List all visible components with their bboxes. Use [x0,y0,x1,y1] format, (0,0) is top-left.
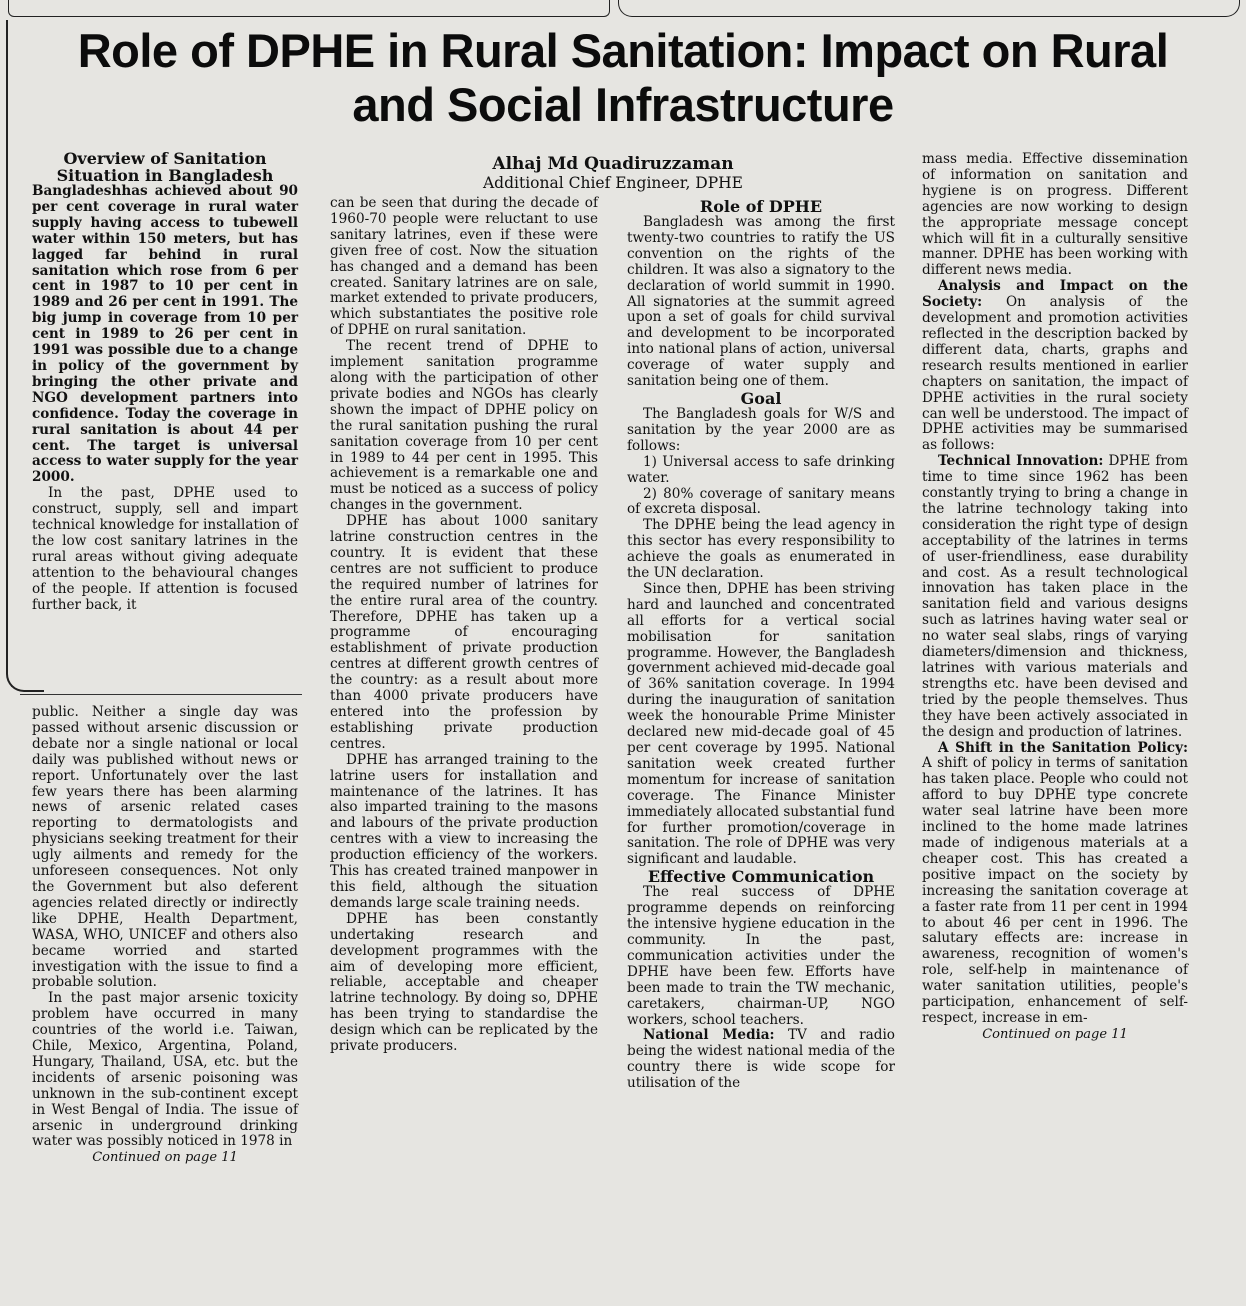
continued-note-1: Continued on page 11 [92,1150,238,1166]
col1-paragraph-1: Bangladeshhas achieved about 90 per cent coverage in rural water supply having access to tubewell water within 150 meters, but has lagged far behind in rural sanitation which rose from 6 per cent in 1987 to 10 per cent in 1989 and 26 per cent in 1991. The big jump in coverage from 10 per cent in 1989 to 26 per cent in 1991 was possible due to a change in policy of the government by bringing the other private and NGO development partners into confidence. Today the coverage in rural sanitation is about 44 per cent. The target is universal access to water supply for the year 2000. [32,183,298,486]
col4-paragraph-4 [922,741,1188,1027]
article-headline: Role of DPHE in Rural Sanitation: Impact on Rural and Social Infrastructure [77,24,1169,131]
national-media-lead: National Media: [643,1027,775,1044]
col3-paragraph-3: The DPHE being the lead agency in this sector has every responsibility to achieve the goals as enumerated in the UN declaration. [627,517,895,582]
section-heading-role: Role of DPHE [699,197,823,216]
col4-paragraph-3 [922,454,1188,740]
top-left-frame [8,0,610,17]
goal-item-2: 2) 80% coverage of sanitary means of excreta disposal. [627,485,895,518]
author-name: Alhaj Md Quadiruzzaman [492,154,734,174]
col2-paragraph-1: can be seen that during the decade of 1960-70 people were reluctant to use sanitary latrines, even if these were given free of cost. Now the situation has changed and a demand has been created. Sanitary latrines are on sale, market extended to private producers, which substantiates the positive role of DPHE on rural sanitation. [330,195,598,339]
col3-paragraph-1: Bangladesh was among the first twenty-two countries to ratify the US convention on the rights of the children. It was also a signatory to the declaration of world summit in 1990. All signatories at the summit agreed upon a set of goals for child survival and development to be incorporated into national plans of action, universal coverage of water supply and sanitation being one of them. [627,214,895,390]
author-title: Additional Chief Engineer, DPHE [482,174,743,192]
top-right-frame [618,0,1240,17]
col3-paragraph-6 [627,1028,895,1092]
col3-paragraph-4: Since then, DPHE has been striving hard and launched and concentrated all efforts for a vertical social mobilisation for sanitation programme. However, the Bangladesh government achieved mid-decade goal of 36% sanitation coverage. In 1994 during the inauguration of sanitation week the honourable Prime Minister declared new mid-decade goal of 45 per cent coverage by 1995. National sanitation week created further momentum for increase of sanitation coverage. The Finance Minister immediately allocated substantial fund for further promotion/coverage in sanitation. The role of DPHE was very significant and laudable. [627,580,895,868]
goal-item-1: 1) Universal access to safe drinking water. [627,453,895,486]
col1-paragraph-3: public. Neither a single day was passed without arsenic discussion or debate nor a single national or local daily was published without news or report. Unfortunately over the last few years there has been alarming news of arsenic related cases reporting to dermatologists and physicians seeking treatment for their ugly ailments and remedy for the unforeseen consequences. Not only the Government but also deferent agencies related directly or indirectly like DPHE, Health Department, WASA, WHO, UNICEF and others also became worried and started investigation with the issue to find a probable solution. [32,704,298,991]
column-1-bottom [32,705,298,1166]
top-border [0,0,1246,22]
continued-note-4: Continued on page 11 [982,1026,1128,1042]
col2-paragraph-3: DPHE has about 1000 sanitary latrine construction centres in the country. It is evident that these centres are not sufficient to produce the required number of latrines for the entire rural area of the country. Therefore, DPHE has taken up a programme of encouraging establishment of private production centres at different growth centres of the country: as a result about more than 4000 private producers have entered into the profession by establishing private production centres. [330,513,598,752]
byline [318,154,908,192]
policy-shift-text: A shift of policy in terms of sanitation has taken place. People who could not afford to buy DPHE type concrete water seal latrine have been more inclined to the home made latrines made of indigenous materials at a cheaper cost. This has created a positive impact on the society by increasing the sanitation coverage at a faster rate from 11 per cent in 1994 to about 46 per cent in 1996. The salutary effects are: increase in awareness, recognition of women's role, self-help in maintenance of water sanitation utilities, people's participation, enhancement of self-respect, increase in em- [922,755,1188,1026]
section-heading-communication: Effective Communication [647,867,875,887]
column-2 [330,196,598,1055]
column-4 [922,152,1188,1043]
col1-paragraph-4: In the past major arsenic toxicity problem have occurred in many countries of the world i.e. Taiwan, Chile, Mexico, Argentina, Poland, Hungary, Thailand, USA, etc. but the incidents of arsenic poisoning was unknown in the sub-continent except in West Bengal of India. The issue of arsenic in underground drinking water was possibly noticed in 1978 in [32,990,298,1150]
column-1-top [32,150,298,613]
col2-paragraph-2: The recent trend of DPHE to implement sanitation programme along with the participation of other private bodies and NGOs has clearly shown the impact of DPHE policy on the rural sanitation pushing the rural sanitation coverage from 10 per cent in 1989 to 44 per cent in 1995. This achievement is a remarkable one and must be noticed as a success of policy changes in the government. [330,338,598,514]
col3-paragraph-5: The real success of DPHE programme depends on reinforcing the intensive hygiene education in the community. In the past, communication activities under the DPHE have been few. Efforts have been made to train the TW mechanic, caretakers, chairman-UP, NGO workers, school teachers. [627,884,895,1028]
technical-innovation-text: DPHE from time to time since 1962 has been constantly trying to bring a change in the latrine technology taking into consideration the right type of design acceptability of the latrines in terms of user-friendliness, ease durability and cost. As a result technological innovation has taken place in the sanitation field and various designs such as latrines having water seal or no water seal slabs, rings of varying diameters/dimension and thickness, latrines with various materials and strengths etc. have been devised and tried by the people themselves. Thus they have been actively associated in the design and production of latrines. [922,453,1188,740]
national-media-text: TV and radio being the widest national media of the country there is wide scope for utilisation of the [627,1027,895,1092]
policy-shift-lead: A Shift in the Sanitation Policy: [938,739,1188,756]
col3-paragraph-2: The Bangladesh goals for W/S and sanitation by the year 2000 are as follows: [627,405,895,454]
column-divider [20,694,302,695]
analysis-text: On analysis of the development and promotion activities reflected in the description backed by different data, charts, graphs and research results mentioned in earlier chapters on sanitation, the impact of DPHE activities in the rural society can well be understood. The impact of DPHE activities may be summarised as follows: [922,294,1188,454]
col2-paragraph-4: DPHE has arranged training to the latrine users for installation and maintenance of the latrines. It has also imparted training to the masons and labours of the private production centres with a view to increasing the production efficiency of the workers. This has created trained manpower in this field, although the situation demands large scale training needs. [330,751,598,911]
analysis-lead: Analysis and Impact on the Society: [922,278,1188,311]
section-heading-goal: Goal [740,388,782,408]
column-3 [627,198,895,1092]
col2-paragraph-5: DPHE has been constantly undertaking research and development programmes with the aim of developing more efficient, reliable, acceptable and cheaper latrine technology. By doing so, DPHE has been trying to standardise the design which can be replicated by the private producers. [330,910,598,1055]
col4-paragraph-2 [922,279,1188,454]
technical-innovation-lead: Technical Innovation: [938,453,1104,470]
col4-paragraph-1: mass media. Effective dissemination of information on sanitation and hygiene is on progress. Different agencies are now working to design the appropriate message concept which will fit in a culturally sensitive manner. DPHE has been working with different news media. [922,151,1188,279]
section-heading-overview: Overview of Sanitation Situation in Bangladesh [56,149,274,185]
col1-paragraph-2: In the past, DPHE used to construct, supply, sell and impart technical knowledge for installation of the low cost sanitary latrines in the rural areas without giving adequate attention to the behavioural changes of the people. If attention is focused further back, it [32,485,298,613]
